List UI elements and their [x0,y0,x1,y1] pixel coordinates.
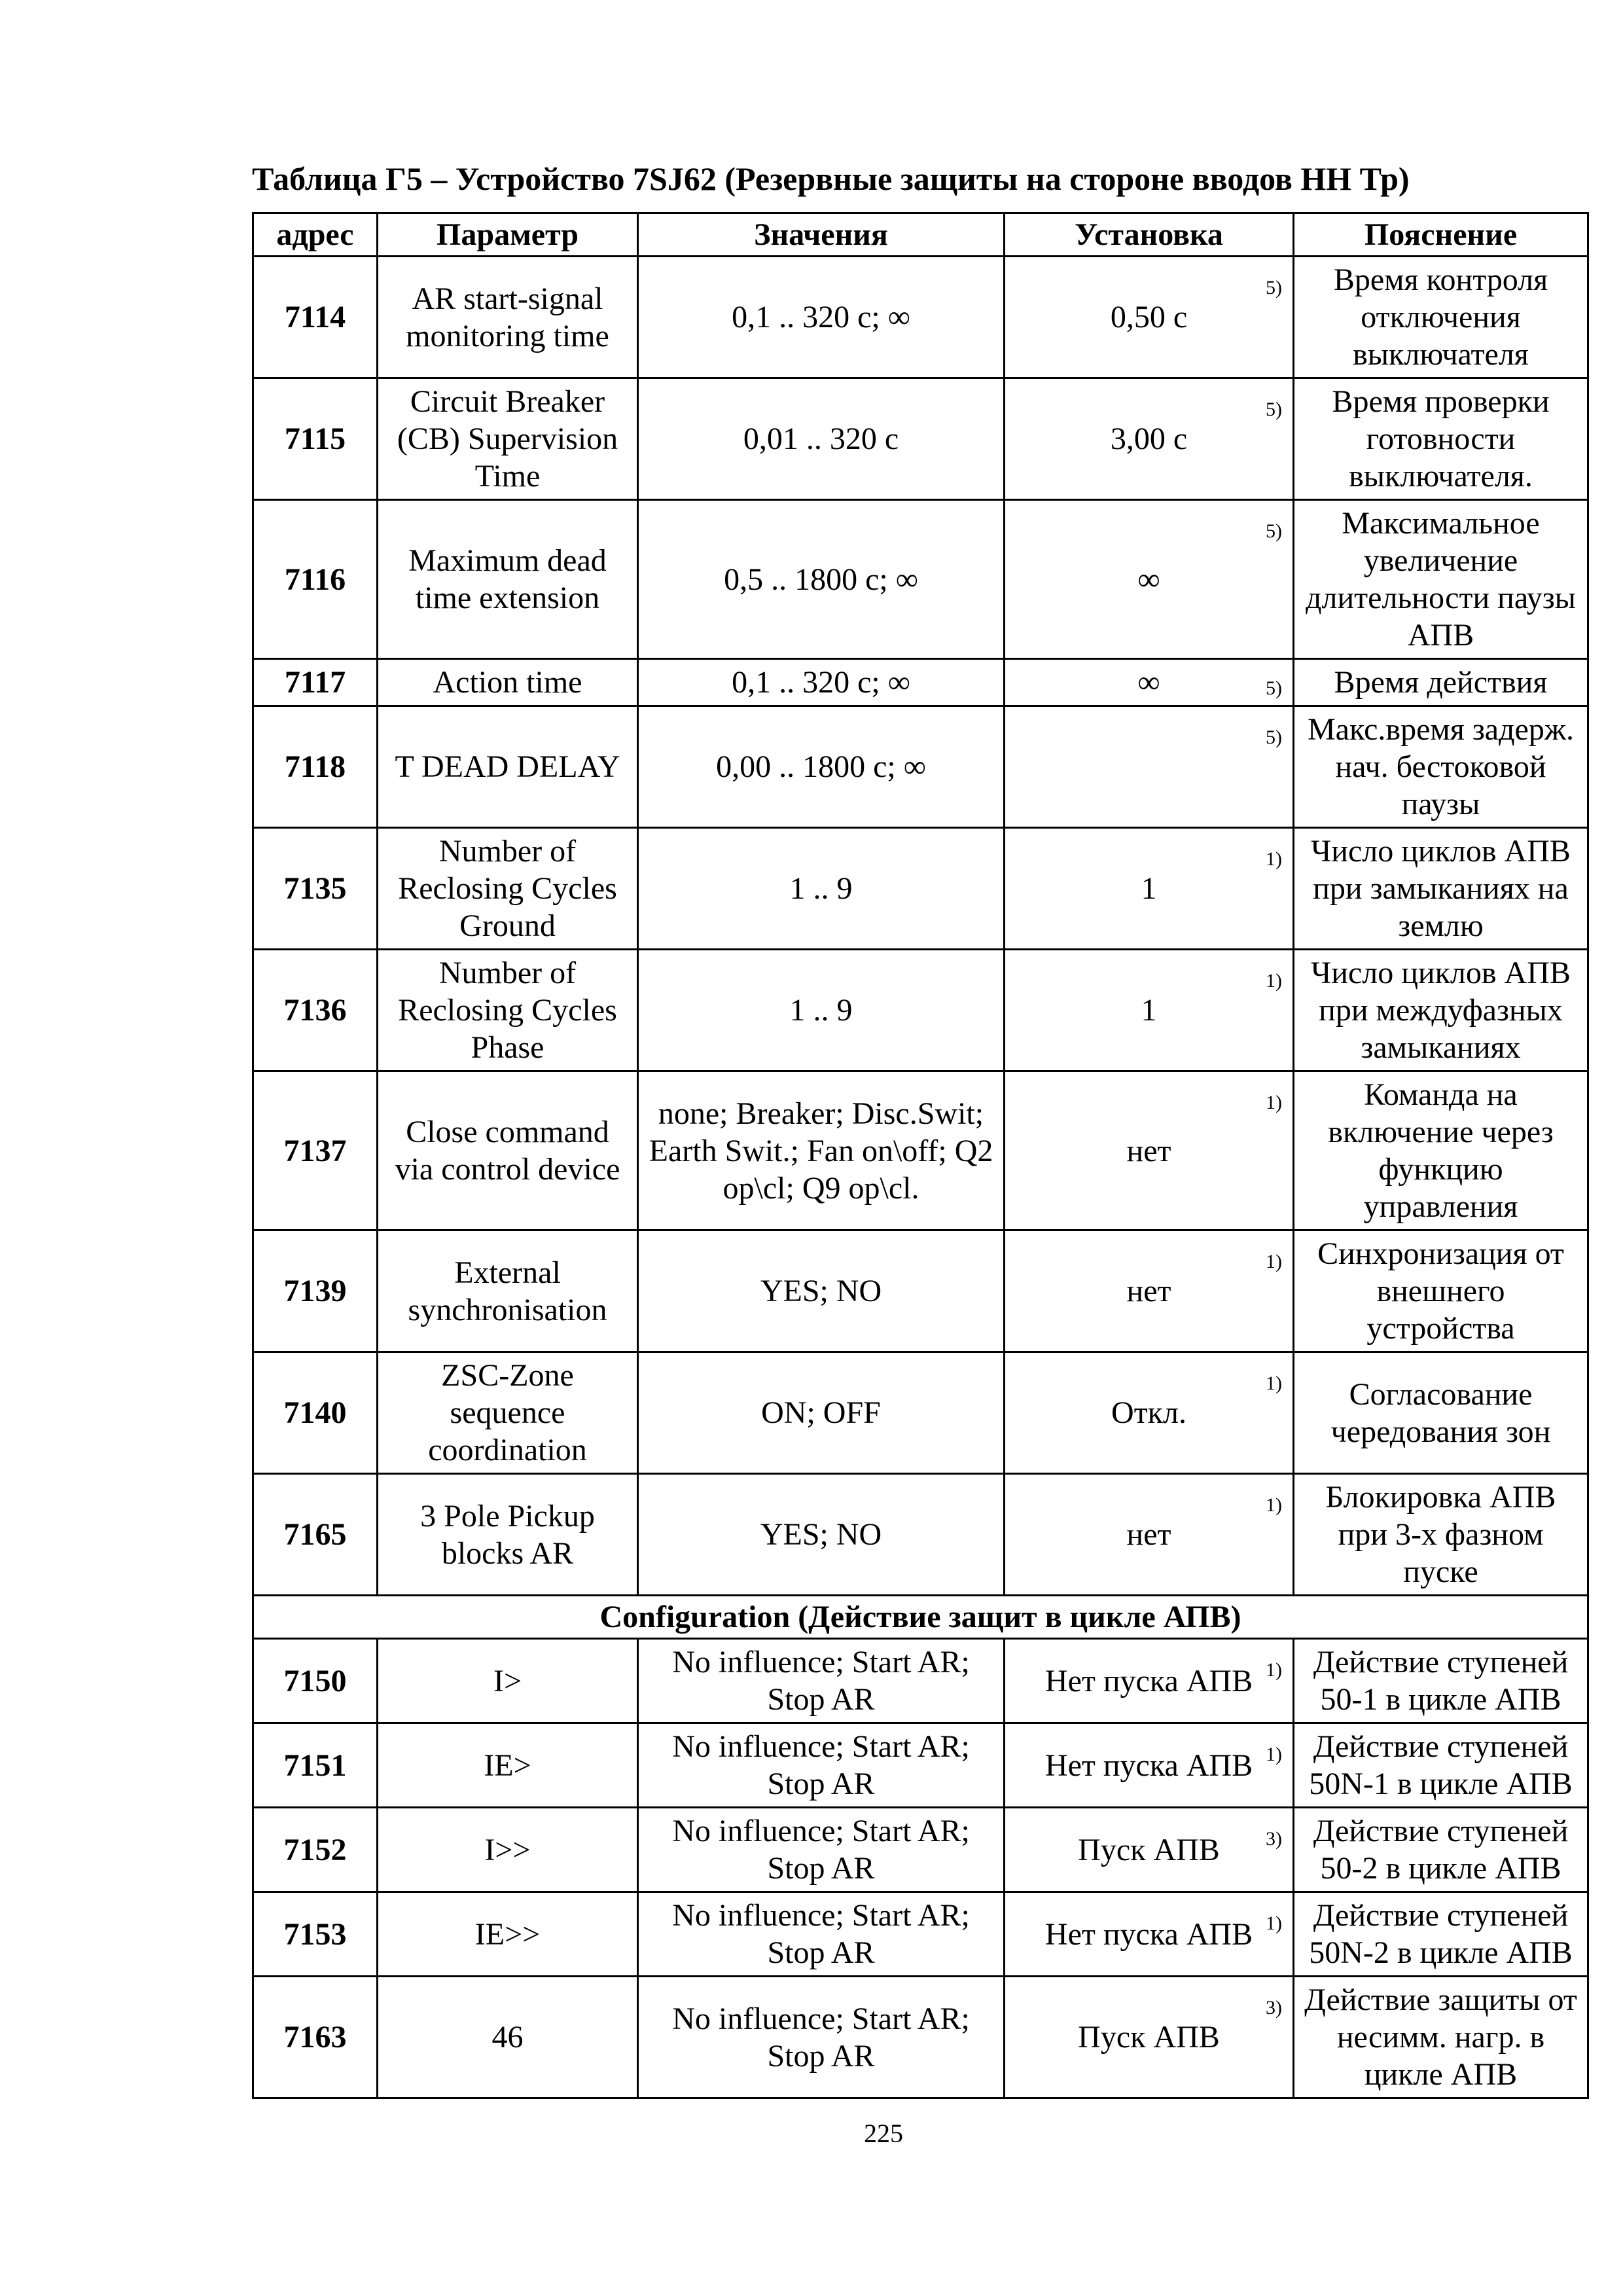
table-row [253,706,1588,828]
setting-text: ∞ [1137,665,1160,700]
section-header-row [253,1596,1588,1639]
values-cell [638,1977,1005,2098]
parameter-text: Maximum dead time extension [408,543,607,615]
explanation-cell [1294,1977,1588,2098]
setting-text: Пуск АПВ [1078,2020,1220,2054]
address-cell [253,950,378,1071]
table-row [253,950,1588,1071]
values-text: 0,1 .. 320 с; ∞ [732,665,910,700]
parameter-cell [378,1808,638,1892]
parameter-text: T DEAD DELAY [395,749,620,784]
address-text: 7137 [283,1133,347,1168]
footnote-marker: 1) [1266,1092,1282,1113]
explanation-cell [1294,1230,1588,1352]
table-row [253,1723,1588,1808]
explanation-cell [1294,1474,1588,1596]
address-text: 7140 [283,1395,347,1430]
parameter-text: 46 [491,2020,524,2054]
values-text: No influence; Start AR; Stop AR [672,1645,970,1717]
address-cell [253,1474,378,1596]
address-text: 7139 [283,1274,347,1308]
footnote-marker: 5) [1266,277,1282,298]
values-cell [638,828,1005,950]
setting-text: нет [1126,1133,1171,1168]
explanation-cell [1294,1071,1588,1230]
values-text: 1 .. 9 [789,993,853,1028]
explanation-cell [1294,1352,1588,1474]
setting-cell [1005,500,1294,659]
explanation-text: Действие защиты от несимм. нагр. в цикле АПВ [1304,1982,1577,2092]
explanation-cell [1294,950,1588,1071]
address-cell [253,1808,378,1892]
page-number: 225 [864,2119,903,2148]
table-row [253,1639,1588,1723]
footnote-marker: 1) [1266,1251,1282,1272]
parameter-text: External synchronisation [408,1255,607,1327]
parameter-cell [378,950,638,1071]
setting-cell [1005,1639,1294,1723]
setting-cell [1005,1071,1294,1230]
footnote-marker: 1) [1266,1659,1282,1681]
setting-text: Нет пуска АПВ [1044,1916,1253,1952]
address-text: 7118 [284,749,346,784]
parameter-cell [378,1977,638,2098]
setting-text: ∞ [1137,562,1160,597]
setting-cell [1005,378,1294,500]
values-text: 0,5 .. 1800 с; ∞ [724,562,918,597]
footnote-marker: 5) [1266,726,1282,748]
address-text: 7116 [284,562,346,597]
table-row [253,1892,1588,1977]
parameter-cell [378,1230,638,1352]
values-cell [638,500,1005,659]
footnote-marker: 3) [1266,1828,1282,1850]
address-text: 7150 [283,1663,347,1698]
address-cell [253,1639,378,1723]
parameter-text: I>> [484,1832,531,1867]
explanation-cell [1294,1892,1588,1977]
address-cell [253,1892,378,1977]
values-cell [638,1723,1005,1808]
explanation-text: Синхронизация от внешнего устройства [1317,1236,1564,1346]
values-cell [638,378,1005,500]
parameter-text: I> [493,1663,522,1698]
explanation-cell [1294,1808,1588,1892]
setting-text: 3,00 с [1110,422,1188,456]
address-text: 7114 [284,300,346,334]
values-cell [638,950,1005,1071]
explanation-text: Действие ступеней 50-2 в цикле АПВ [1313,1814,1569,1886]
address-cell [253,828,378,950]
table-row [253,257,1588,378]
explanation-cell [1294,257,1588,378]
values-cell [638,1639,1005,1723]
parameters-table [252,212,1589,2099]
values-text: ON; OFF [761,1395,881,1430]
explanation-text: Время действия [1334,665,1548,700]
table-header-row [253,213,1588,257]
explanation-text: Действие ступеней 50N-2 в цикле АПВ [1309,1898,1573,1970]
table-row [253,1474,1588,1596]
setting-text: Нет пуска АПВ [1044,1663,1253,1698]
setting-cell [1005,1230,1294,1352]
address-text: 7163 [283,2020,347,2054]
parameter-text: Action time [433,665,582,700]
values-text: 0,01 .. 320 с [743,422,899,456]
setting-cell [1005,257,1294,378]
explanation-cell [1294,659,1588,706]
setting-cell [1005,1808,1294,1892]
setting-cell [1005,950,1294,1071]
values-text: YES; NO [760,1517,882,1552]
parameter-text: IE>> [474,1916,541,1952]
address-text: 7135 [283,871,347,906]
address-cell [253,1071,378,1230]
address-cell [253,1352,378,1474]
setting-cell [1005,1977,1294,2098]
table-row [253,1230,1588,1352]
values-text: No influence; Start AR; Stop AR [672,1814,970,1886]
footnote-marker: 5) [1266,520,1282,542]
table-row [253,1977,1588,2098]
setting-cell [1005,1723,1294,1808]
parameter-text: Number of Reclosing Cycles Ground [398,834,617,943]
parameter-cell [378,1639,638,1723]
parameter-text: IE> [484,1748,531,1783]
address-text: 7151 [283,1748,347,1783]
explanation-text: Действие ступеней 50N-1 в цикле АПВ [1309,1729,1573,1801]
setting-cell [1005,828,1294,950]
parameter-text: Close command via control device [395,1115,620,1187]
values-cell [638,257,1005,378]
address-cell [253,1230,378,1352]
address-cell [253,378,378,500]
explanation-cell [1294,378,1588,500]
parameter-text: Number of Reclosing Cycles Phase [398,956,617,1065]
values-cell [638,1892,1005,1977]
values-text: YES; NO [760,1274,882,1308]
column-header-explanation: Пояснение [1294,213,1588,257]
configuration-body [253,1639,1588,2098]
footnote-marker: 1) [1266,1494,1282,1516]
values-cell [638,1808,1005,1892]
values-cell [638,1474,1005,1596]
parameter-cell [378,257,638,378]
parameter-cell [378,1352,638,1474]
parameter-cell [378,1474,638,1596]
parameter-cell [378,378,638,500]
table-row [253,828,1588,950]
setting-text: 1 [1141,871,1157,906]
setting-text: 1 [1141,993,1157,1028]
parameter-text: AR start-signal monitoring time [406,281,609,353]
explanation-text: Действие ступеней 50-1 в цикле АПВ [1313,1645,1569,1717]
explanation-text: Число циклов АПВ при междуфазных замыканиях [1311,956,1571,1065]
setting-text: Пуск АПВ [1078,1832,1220,1867]
values-text: No influence; Start AR; Stop AR [672,1729,970,1801]
table-row [253,1071,1588,1230]
table-row [253,500,1588,659]
explanation-text: Максимальное увеличение длительности паузы АПВ [1306,506,1576,653]
setting-text: Откл. [1111,1395,1186,1430]
values-cell [638,659,1005,706]
footnote-marker: 5) [1266,399,1282,420]
setting-text: Нет пуска АПВ [1044,1748,1253,1783]
values-text: 0,1 .. 320 с; ∞ [732,300,910,334]
section-title: Configuration (Действие защит в цикле АПВ) [253,1596,1588,1639]
setting-cell [1005,1352,1294,1474]
explanation-text: Команда на включение через функцию управления [1328,1077,1554,1224]
parameter-cell [378,1723,638,1808]
values-text: none; Breaker; Disc.Swit; Earth Swit.; Fan on\off; Q2 op\cl; Q9 op\cl. [649,1096,993,1206]
table-title: Таблица Г5 – Устройство 7SJ62 (Резервные защиты на стороне вводов НН Тр) [252,160,1410,197]
setting-text: 0,50 с [1110,300,1188,334]
table-row [253,378,1588,500]
values-text: No influence; Start AR; Stop AR [672,1898,970,1970]
values-cell [638,706,1005,828]
parameter-text: Circuit Breaker (CB) Supervision Time [397,384,618,493]
parameter-cell [378,659,638,706]
setting-cell [1005,1892,1294,1977]
address-cell [253,500,378,659]
values-cell [638,1352,1005,1474]
explanation-text: Число циклов АПВ при замыканиях на землю [1311,834,1571,943]
address-text: 7117 [284,665,346,700]
column-header-setting: Установка [1005,213,1294,257]
parameter-text: ZSC-Zone sequence coordination [428,1358,587,1467]
explanation-text: Макс.время задерж. нач. бестоковой паузы [1308,712,1574,821]
values-cell [638,1071,1005,1230]
footnote-marker: 1) [1266,1744,1282,1765]
address-cell [253,706,378,828]
table-body [253,257,1588,1596]
parameter-cell [378,500,638,659]
parameter-cell [378,1892,638,1977]
parameter-text: 3 Pole Pickup blocks AR [420,1498,595,1571]
address-cell [253,659,378,706]
footnote-marker: 5) [1266,677,1282,699]
column-header-values: Значения [638,213,1005,257]
explanation-text: Время проверки готовности выключателя. [1332,384,1550,493]
values-text: 1 .. 9 [789,871,853,906]
configuration-section [253,1596,1588,1639]
explanation-cell [1294,1723,1588,1808]
explanation-cell [1294,706,1588,828]
table-row [253,1352,1588,1474]
table-row [253,1808,1588,1892]
explanation-text: Блокировка АПВ при 3-х фазном пуске [1325,1480,1556,1589]
explanation-text: Согласование чередования зон [1330,1376,1551,1449]
footnote-marker: 1) [1266,1912,1282,1934]
setting-text: нет [1126,1274,1171,1308]
footnote-marker: 1) [1266,970,1282,992]
setting-cell [1005,659,1294,706]
explanation-text: Время контроля отключения выключателя [1333,262,1548,372]
address-text: 7153 [283,1916,347,1952]
column-header-address: адрес [253,213,378,257]
values-text: 0,00 .. 1800 с; ∞ [716,749,926,784]
parameter-cell [378,828,638,950]
footnote-marker: 1) [1266,848,1282,870]
address-cell [253,1977,378,2098]
parameter-cell [378,706,638,828]
address-text: 7115 [284,422,346,456]
address-cell [253,257,378,378]
column-header-parameter: Параметр [378,213,638,257]
values-cell [638,1230,1005,1352]
explanation-cell [1294,500,1588,659]
setting-cell [1005,706,1294,828]
footnote-marker: 3) [1266,1997,1282,2018]
setting-cell [1005,1474,1294,1596]
values-text: No influence; Start AR; Stop AR [672,2001,970,2073]
setting-text: нет [1126,1517,1171,1552]
explanation-cell [1294,1639,1588,1723]
address-text: 7165 [283,1517,347,1552]
explanation-cell [1294,828,1588,950]
address-text: 7152 [283,1832,347,1867]
table-row [253,659,1588,706]
footnote-marker: 1) [1266,1372,1282,1394]
parameter-cell [378,1071,638,1230]
address-cell [253,1723,378,1808]
address-text: 7136 [283,993,347,1028]
